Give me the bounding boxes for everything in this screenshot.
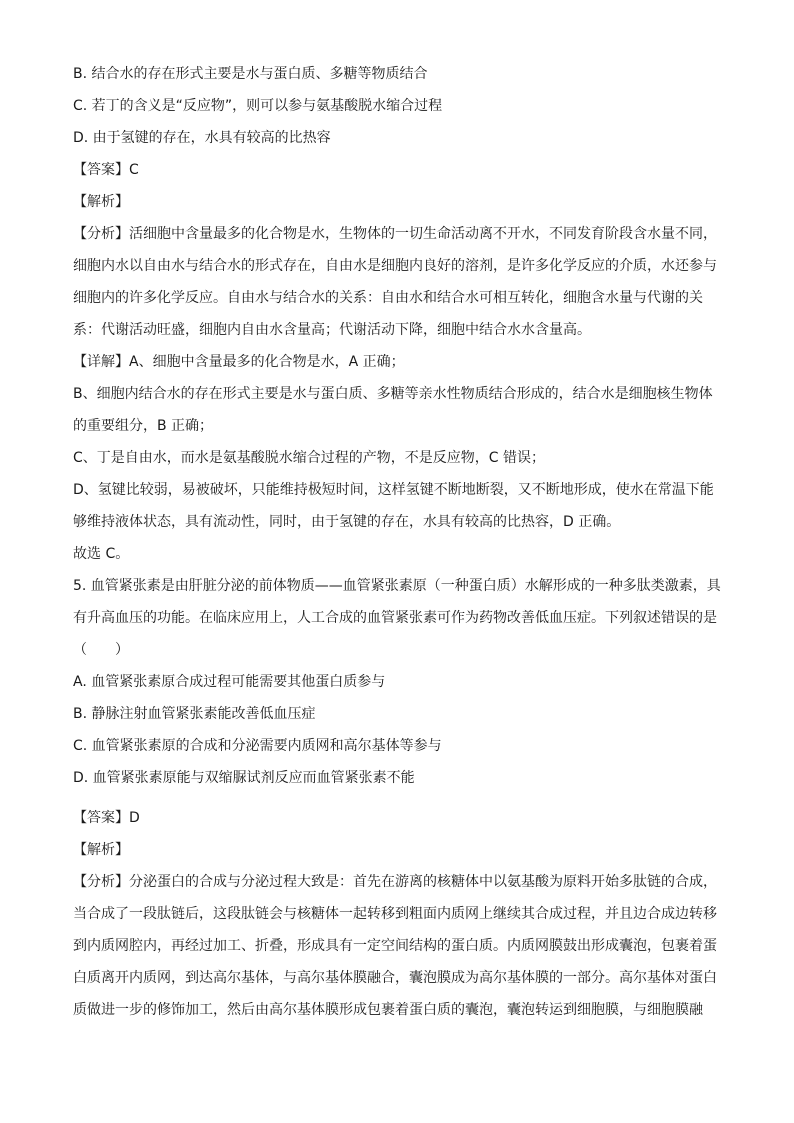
- analysis-paragraph-line: 细胞内的许多化学反应。自由水与结合水的关系：自由水和结合水可相互转化，细胞含水量与代谢的关: [73, 290, 703, 306]
- analysis-heading: 【解析】: [73, 194, 129, 210]
- detail-paragraph-line: B、细胞内结合水的存在形式主要是水与蛋白质、多糖等亲水性物质结合形成的，结合水是细胞核生物体: [73, 386, 713, 402]
- analysis-paragraph-line: 质做进一步的修饰加工，然后由高尔基体膜形成包裹着蛋白质的囊泡，囊泡转运到细胞膜，与细胞膜融: [73, 1002, 703, 1018]
- answer-label: 【答案】C: [73, 162, 139, 178]
- detail-paragraph-line: C、丁是自由水，而水是氨基酸脱水缩合过程的产物，不是反应物，C 错误；: [73, 450, 545, 466]
- choice-conclusion: 故选 C。: [73, 546, 130, 562]
- q5-option-c: C. 血管紧张素原的合成和分泌需要内质网和高尔基体等参与: [73, 738, 442, 754]
- analysis-heading: 【解析】: [73, 842, 129, 858]
- analysis-paragraph-line: 白质离开内质网，到达高尔基体，与高尔基体膜融合，囊泡膜成为高尔基体膜的一部分。高尔基体对蛋白: [73, 970, 717, 986]
- detail-paragraph-line: 的重要组分，B 正确；: [73, 418, 214, 434]
- answer-label: 【答案】D: [73, 810, 140, 826]
- detail-paragraph-line: 【详解】A、细胞中含量最多的化合物是水，A 正确；: [73, 354, 405, 370]
- option-d: D. 由于氢键的存在，水具有较高的比热容: [73, 130, 331, 146]
- analysis-paragraph-line: 细胞内水以自由水与结合水的形式存在，自由水是细胞内良好的溶剂，是许多化学反应的介质，水还参与: [73, 258, 717, 274]
- option-c: C. 若丁的含义是“反应物”，则可以参与氨基酸脱水缩合过程: [73, 98, 443, 114]
- analysis-paragraph-line: 【分析】活细胞中含量最多的化合物是水，生物体的一切生命活动离不开水，不同发育阶段含水量不同，: [73, 226, 717, 242]
- detail-paragraph-line: 够维持液体状态，具有流动性，同时，由于氢键的存在，水具有较高的比热容，D 正确。: [73, 514, 621, 530]
- analysis-paragraph-line: 当合成了一段肽链后，这段肽链会与核糖体一起转移到粗面内质网上继续其合成过程，并且边合成边转移: [73, 906, 717, 922]
- detail-paragraph-line: D、氢键比较弱，易被破坏，只能维持极短时间，这样氢键不断地断裂，又不断地形成，使水在常温下能: [73, 482, 714, 498]
- analysis-paragraph-line: 系：代谢活动旺盛，细胞内自由水含量高；代谢活动下降，细胞中结合水水含量高。: [73, 322, 591, 338]
- analysis-paragraph-line: 到内质网腔内，再经过加工、折叠，形成具有一定空间结构的蛋白质。内质网膜鼓出形成囊泡，包裹着蛋: [73, 938, 717, 954]
- analysis-paragraph-line: 【分析】分泌蛋白的合成与分泌过程大致是：首先在游离的核糖体中以氨基酸为原料开始多肽链的合成，: [73, 874, 717, 890]
- option-b: B. 结合水的存在形式主要是水与蛋白质、多糖等物质结合: [73, 66, 428, 82]
- q5-option-b: B. 静脉注射血管紧张素能改善低血压症: [73, 706, 316, 722]
- question-5-stem-line: 有升高血压的功能。在临床应用上，人工合成的血管紧张素可作为药物改善低血压症。下列叙述错误的是: [73, 610, 717, 626]
- q5-option-d: D. 血管紧张素原能与双缩脲试剂反应而血管紧张素不能: [73, 770, 415, 786]
- q5-option-a: A. 血管紧张素原合成过程可能需要其他蛋白质参与: [73, 674, 386, 690]
- question-5-stem-line: 5. 血管紧张素是由肝脏分泌的前体物质——血管紧张素原（一种蛋白质）水解形成的一种多肽类激素，具: [73, 578, 721, 594]
- question-5-blank: （ ）: [73, 642, 129, 658]
